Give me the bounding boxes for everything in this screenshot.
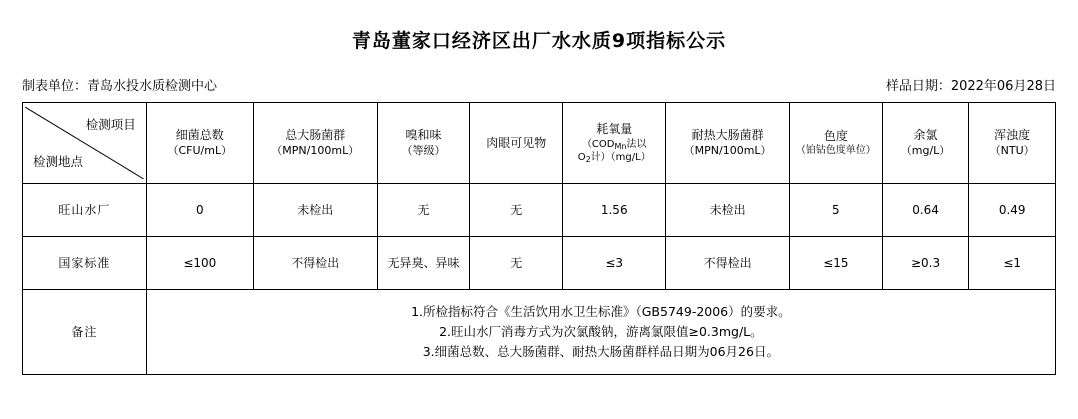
column-header-chroma [789,103,882,184]
cell-chroma: ≤15 [789,237,882,290]
column-header-unit: （铂钴色度单位） [795,145,876,157]
column-header-unit: （CFU/mL） [167,143,233,157]
notes-label: 备注 [23,290,147,375]
sample-date-label: 样品日期：2022年06月28日 [885,79,1056,94]
cell-oxygen-consumption: ≤3 [563,237,666,290]
column-header-unit: （等级） [401,143,446,157]
cell-residual-chlorine: ≥0.3 [882,237,969,290]
cell-total-coliform: 未检出 [253,184,377,237]
maker-unit-label: 制表单位：青岛水投水质检测中心 [22,79,218,94]
cell-odor-taste: 无异臭、异味 [377,237,470,290]
column-header-residual-chlorine [882,103,969,184]
cell-odor-taste: 无 [377,184,470,237]
notes-body [146,290,1055,375]
water-quality-table [22,102,1056,375]
unit-subscript-2: 2 [585,155,591,165]
cell-total-coliform: 不得检出 [253,237,377,290]
table-header-row [23,103,1056,184]
column-header-name: 肉眼可见物 [486,135,547,150]
cell-thermotolerant-coliform: 不得检出 [666,237,790,290]
column-header-name: 嗅和味 [405,128,442,143]
cell-bacteria-count: 0 [146,184,253,237]
column-header-name: 总大肠菌群 [285,128,346,143]
cell-chroma: 5 [789,184,882,237]
column-header-unit: （mg/L） [900,143,951,157]
column-header-visible-matter [470,103,563,184]
cell-oxygen-consumption: 1.56 [563,184,666,237]
unit-subscript: Mn [614,141,627,151]
unit-mid: 法以 [626,138,647,150]
unit-suffix: 计）（mg/L） [590,152,651,164]
unit-prefix: （COD [581,138,615,150]
table-row [23,237,1056,290]
cell-bacteria-count: ≤100 [146,237,253,290]
report-meta [22,75,1056,94]
column-header-name: 耐热大肠菌群 [691,128,764,143]
column-header-turbidity [969,103,1056,184]
header-corner-cell [23,103,147,184]
column-header-name: 耗氧量 [596,122,633,137]
column-header-oxygen-consumption [563,103,666,184]
cell-visible-matter: 无 [470,237,563,290]
column-header-unit: （NTU） [989,143,1035,157]
column-header-unit: （MPN/100mL） [271,143,360,157]
column-header-total-coliform [253,103,377,184]
cell-thermotolerant-coliform: 未检出 [666,184,790,237]
row-label-plant: 旺山水厂 [23,184,147,237]
column-header-odor-taste [377,103,470,184]
cell-visible-matter: 无 [470,184,563,237]
row-label-national-standard: 国家标准 [23,237,147,290]
note-line: 3.细菌总数、总大肠菌群、耐热大肠菌群样品日期为06月26日。 [422,344,779,359]
column-header-unit-line-1 [565,138,663,152]
note-line: 1.所检指标符合《生活饮用水卫生标准》（GB5749-2006）的要求。 [411,304,791,319]
column-header-name: 余氯 [913,128,938,143]
unit-o: O [577,152,586,164]
column-header-unit: （MPN/100mL） [683,143,772,157]
table-row [23,184,1056,237]
column-header-unit-line-2 [565,151,663,165]
page-title: 青岛董家口经济区出厂水水质9项指标公示 [351,30,727,52]
header-corner-top-label: 检测项目 [85,117,136,132]
note-line: 2.旺山水厂消毒方式为次氯酸钠，游离氯限值≥0.3mg/L。 [439,324,763,339]
column-header-bacteria-count [146,103,253,184]
column-header-name: 色度 [823,129,848,144]
column-header-name: 浑浊度 [994,128,1031,143]
column-header-name: 细菌总数 [175,128,224,143]
notes-row [23,290,1056,375]
cell-turbidity: 0.49 [969,184,1056,237]
header-corner-bottom-label: 检测地点 [33,154,84,170]
cell-turbidity: ≤1 [969,237,1056,290]
column-header-thermotolerant-coliform [666,103,790,184]
cell-residual-chlorine: 0.64 [882,184,969,237]
